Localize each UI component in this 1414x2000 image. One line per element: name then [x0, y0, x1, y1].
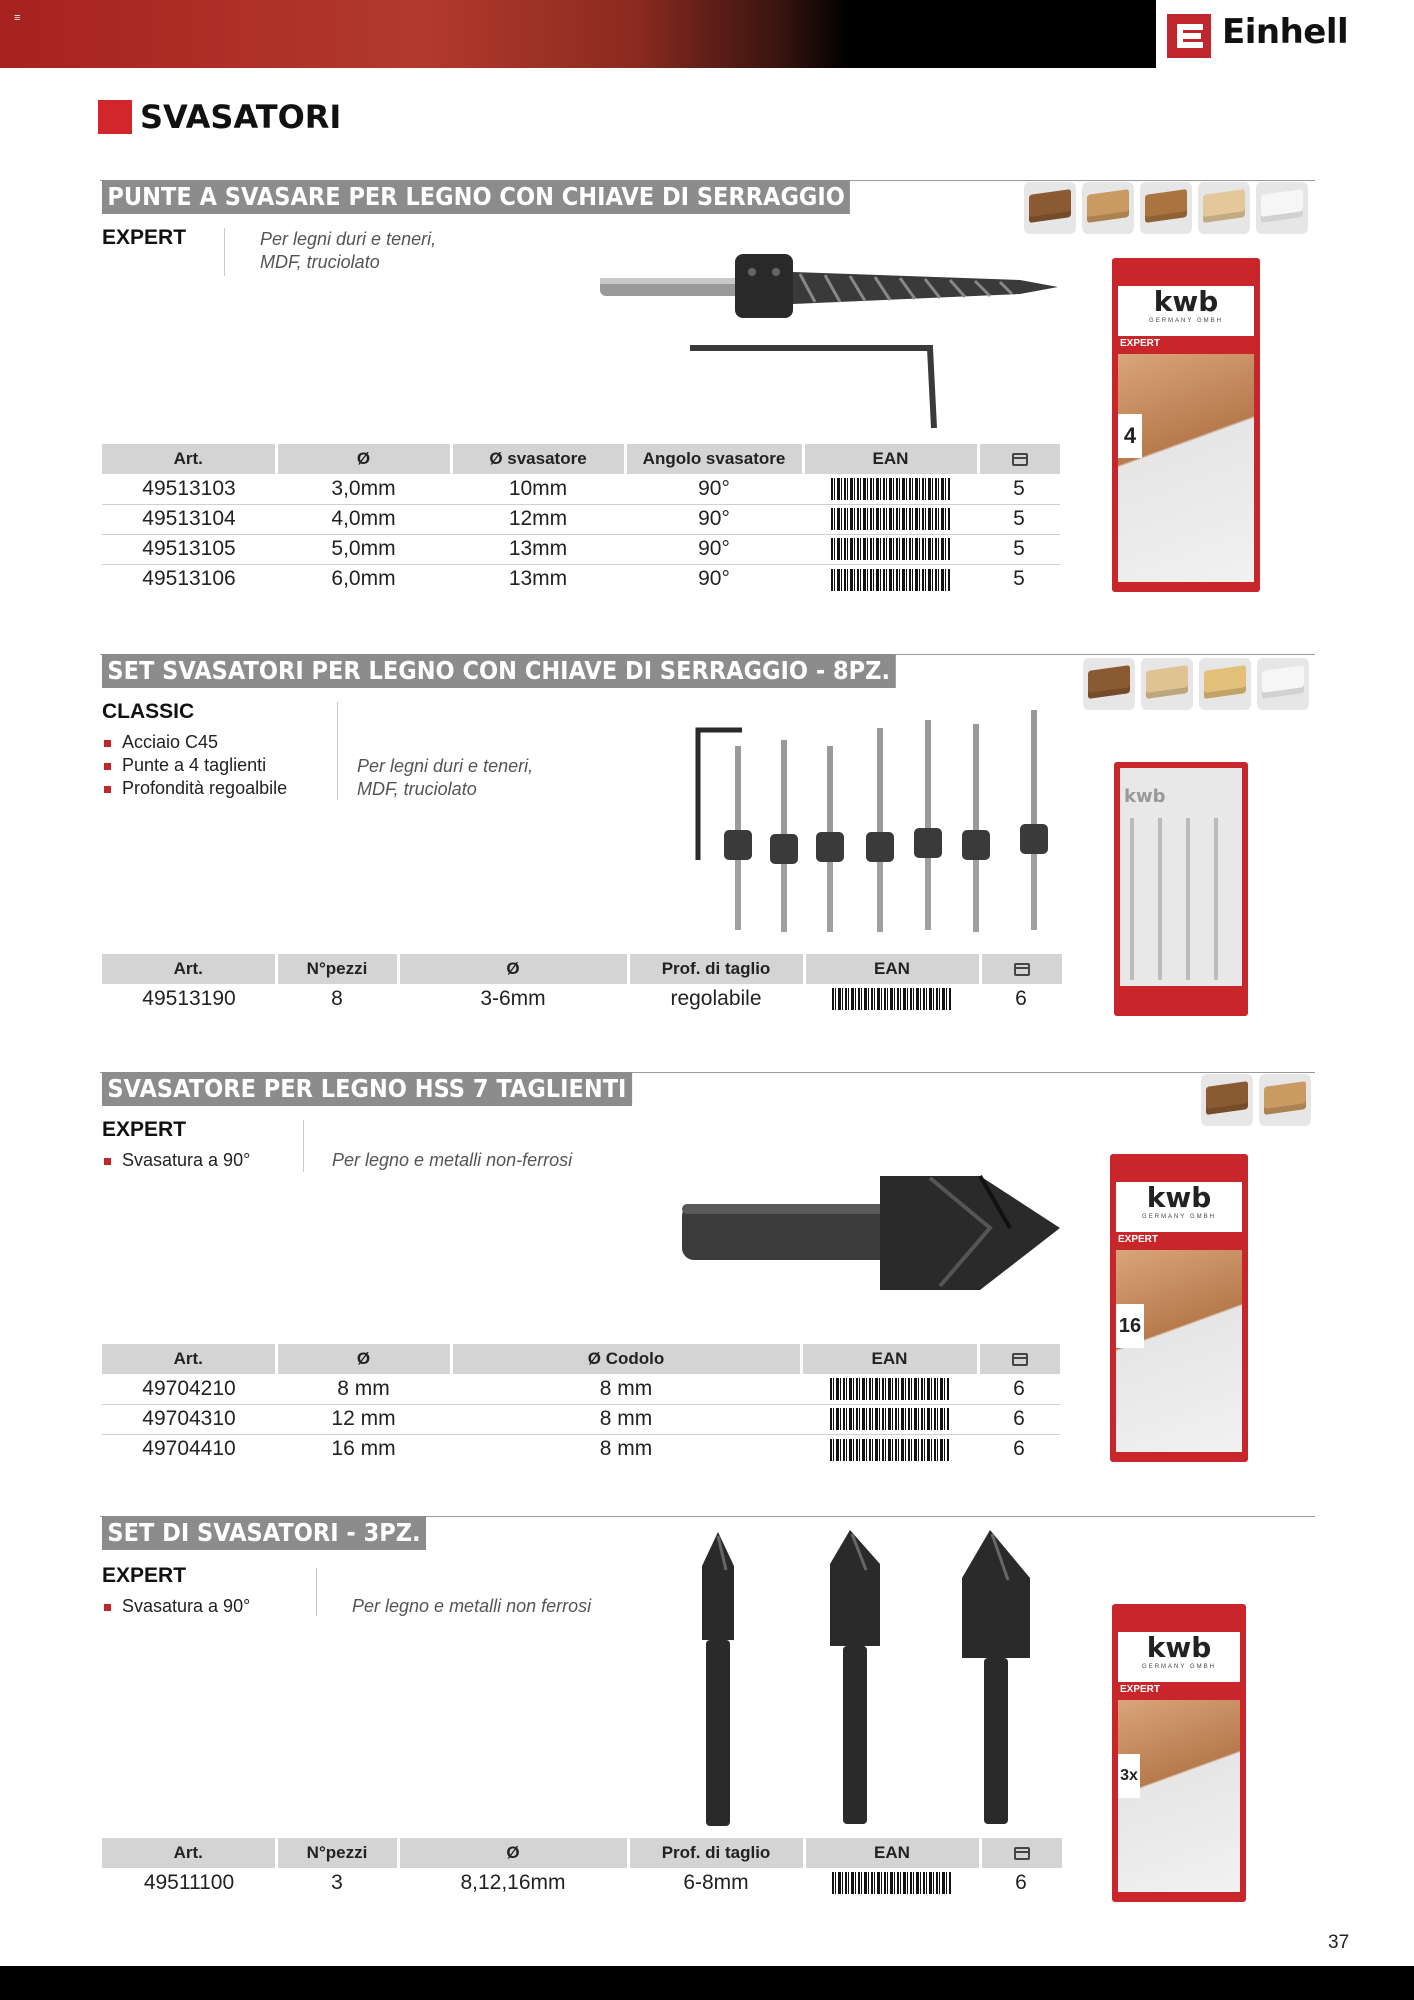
column-header: Art.	[102, 444, 276, 474]
package-quantity-icon	[1014, 1847, 1030, 1860]
barcode-icon	[830, 1408, 950, 1430]
product-package-image	[1114, 762, 1248, 1016]
wood-swatch-icon	[1201, 1074, 1253, 1126]
article-number: 49704210	[102, 1374, 276, 1404]
description-line: Per legni duri e teneri,	[357, 756, 534, 776]
package-size: 16	[1116, 1304, 1144, 1348]
product-package-image	[1112, 258, 1260, 592]
ean-cell	[801, 1374, 978, 1404]
column-header: EAN	[804, 1838, 980, 1868]
product-description	[357, 755, 533, 801]
package-subtitle: GERMANY GMBH	[1142, 1664, 1216, 1670]
pack-quantity: 5	[978, 534, 1060, 564]
feature-list	[102, 1595, 250, 1618]
package-header	[1116, 1182, 1242, 1232]
einhell-logo-icon	[1167, 14, 1211, 58]
package-subtitle: GERMANY GMBH	[1149, 318, 1223, 324]
column-header: Ø svasatore	[451, 444, 625, 474]
barcode-icon	[832, 1872, 952, 1894]
column-header: Angolo svasatore	[625, 444, 803, 474]
ean-cell	[801, 1434, 978, 1464]
wood-swatch-icon	[1257, 658, 1309, 710]
package-photo	[1130, 818, 1232, 980]
separator	[337, 702, 338, 800]
package-logo: kwb	[1146, 1631, 1212, 1664]
cell: 3-6mm	[480, 987, 546, 1010]
package-badge: EXPERT	[1118, 1234, 1159, 1245]
pack-quantity: 6	[978, 1374, 1060, 1404]
article-number: 49513106	[142, 567, 236, 591]
cell: 16 mm	[331, 1437, 396, 1461]
article-number: 49511100	[143, 1871, 235, 1894]
package-header	[1118, 1632, 1240, 1682]
table-row	[102, 504, 1060, 534]
barcode-icon	[831, 478, 951, 500]
article-number: 49513105	[102, 534, 276, 564]
countersink-set-3pcs-image	[690, 1530, 1060, 1830]
page-title: SVASATORI	[140, 98, 342, 136]
pack-quantity: 6	[978, 1404, 1060, 1434]
pack-quantity: 6	[1015, 1871, 1027, 1894]
column-header: Prof. di taglio	[628, 954, 804, 984]
title-marker	[98, 100, 132, 134]
package-logo: kwb	[1153, 285, 1219, 318]
cell: 90°	[625, 534, 803, 564]
package-quantity-icon	[1012, 453, 1028, 466]
column-header: EAN	[801, 1344, 978, 1374]
cell: 6,0mm	[331, 567, 396, 591]
cell: 8 mm	[451, 1404, 801, 1434]
table-row	[102, 984, 1062, 1014]
cell: 8 mm	[599, 1437, 653, 1461]
table-row	[102, 564, 1060, 594]
package-quantity-icon	[1014, 963, 1030, 976]
ean-cell	[803, 534, 978, 564]
pack-quantity: 6	[1015, 987, 1027, 1010]
column-header: Ø	[276, 1344, 451, 1374]
column-header: Art.	[102, 954, 276, 984]
section-title: SET SVASATORI PER LEGNO CON CHIAVE DI SERRAGGIO - 8PZ.	[102, 654, 895, 688]
table-row	[102, 534, 1060, 564]
package-photo	[1116, 1250, 1242, 1452]
product-description	[352, 1595, 591, 1618]
table-row	[102, 1374, 1060, 1404]
description-line: MDF, truciolato	[357, 779, 477, 799]
menu-icon[interactable]: ≡	[14, 12, 21, 24]
description-line: MDF, truciolato	[260, 252, 380, 272]
wood-swatch-icon	[1024, 182, 1076, 234]
feature-item: Svasatura a 90°	[102, 1595, 250, 1618]
wood-swatch-icon	[1083, 658, 1135, 710]
cell: 10mm	[451, 474, 625, 504]
cell: 3	[331, 1871, 343, 1894]
ean-cell	[804, 984, 980, 1014]
product-table	[102, 1838, 1062, 1898]
product-table	[102, 444, 1060, 594]
package-size: 4	[1118, 414, 1142, 458]
cell: 12 mm	[276, 1404, 451, 1434]
feature-item: Profondità regoalbile	[102, 777, 287, 800]
cell: 3,0mm	[276, 474, 451, 504]
pack-quantity: 5	[978, 474, 1060, 504]
wood-swatch-icon	[1140, 182, 1192, 234]
separator	[303, 1120, 304, 1172]
product-table	[102, 954, 1062, 1014]
column-header: Prof. di taglio	[628, 1838, 804, 1868]
package-subtitle: GERMANY GMBH	[1142, 1214, 1216, 1220]
product-level: EXPERT	[102, 1564, 187, 1587]
countersink-drill-image	[600, 232, 1070, 432]
cell: 90°	[625, 504, 803, 534]
countersink-image	[680, 1170, 1070, 1300]
cell: 8,12,16mm	[460, 1871, 566, 1894]
separator	[224, 228, 225, 276]
article-number: 49704310	[102, 1404, 276, 1434]
feature-list	[102, 731, 287, 800]
table-row	[102, 1404, 1060, 1434]
package-header	[1118, 286, 1254, 336]
cell: 13mm	[451, 534, 625, 564]
column-header	[980, 954, 1062, 984]
barcode-icon	[830, 1439, 950, 1461]
ean-cell	[801, 1404, 978, 1434]
column-header: Ø Codolo	[451, 1344, 801, 1374]
package-footer	[1120, 986, 1242, 1010]
feature-item: Svasatura a 90°	[102, 1149, 250, 1172]
column-header: Ø	[398, 1838, 628, 1868]
package-quantity-icon	[1012, 1353, 1028, 1366]
product-level: EXPERT	[102, 226, 187, 249]
barcode-icon	[831, 538, 951, 560]
column-header	[978, 1344, 1060, 1374]
cell: 90°	[698, 567, 730, 591]
page-number: 37	[1328, 1932, 1350, 1953]
column-header: EAN	[803, 444, 978, 474]
wood-swatches	[1083, 658, 1309, 710]
wood-swatch-icon	[1198, 182, 1250, 234]
section-title: SVASATORE PER LEGNO HSS 7 TAGLIENTI	[102, 1072, 632, 1106]
ean-cell	[803, 564, 978, 594]
package-badge: EXPERT	[1120, 338, 1161, 349]
feature-item: Acciaio C45	[102, 731, 287, 754]
wood-swatch-icon	[1141, 658, 1193, 710]
brand-name: Einhell	[1222, 12, 1349, 52]
column-header: N°pezzi	[276, 1838, 398, 1868]
cell: 4,0mm	[276, 504, 451, 534]
wood-swatches	[1201, 1074, 1311, 1126]
cell: 8 mm	[276, 1374, 451, 1404]
section-title: PUNTE A SVASARE PER LEGNO CON CHIAVE DI SERRAGGIO	[102, 180, 850, 214]
countersink-set-image	[690, 710, 1060, 936]
wood-swatch-icon	[1082, 182, 1134, 234]
separator	[316, 1568, 317, 1616]
column-header	[978, 444, 1060, 474]
table-row	[102, 474, 1060, 504]
product-level: EXPERT	[102, 1118, 187, 1141]
package-size: 3x	[1118, 1754, 1140, 1798]
table-row	[102, 1434, 1060, 1464]
description-line: Per legno e metalli non ferrosi	[352, 1596, 592, 1616]
column-header: Ø	[398, 954, 628, 984]
pack-quantity: 5	[978, 504, 1060, 534]
article-number: 49513103	[102, 474, 276, 504]
wood-swatch-icon	[1199, 658, 1251, 710]
ean-cell	[803, 474, 978, 504]
cell: 8 mm	[451, 1374, 801, 1404]
table-row	[102, 1868, 1062, 1898]
product-table	[102, 1344, 1060, 1464]
cell: 5,0mm	[276, 534, 451, 564]
cell: 12mm	[451, 504, 625, 534]
article-number: 49704410	[142, 1437, 236, 1461]
column-header	[980, 1838, 1062, 1868]
product-description	[260, 228, 436, 274]
description-line: Per legni duri e teneri,	[260, 229, 437, 249]
cell: 8	[331, 987, 343, 1010]
wood-swatch-icon	[1256, 182, 1308, 234]
wood-swatches	[1024, 182, 1308, 234]
wood-swatch-icon	[1259, 1074, 1311, 1126]
description-line: Per legno e metalli non-ferrosi	[332, 1150, 573, 1170]
pack-quantity: 6	[1013, 1437, 1025, 1461]
barcode-icon	[831, 508, 951, 530]
feature-list	[102, 1149, 250, 1172]
barcode-icon	[831, 569, 951, 591]
article-number: 49513104	[102, 504, 276, 534]
article-number: 49513190	[142, 987, 236, 1010]
column-header: Art.	[102, 1838, 276, 1868]
feature-item: Punte a 4 taglienti	[102, 754, 287, 777]
barcode-icon	[830, 1378, 950, 1400]
product-description	[332, 1149, 572, 1172]
column-header: Art.	[102, 1344, 276, 1374]
ean-cell	[803, 504, 978, 534]
pack-quantity: 5	[1013, 567, 1025, 591]
product-package-image	[1112, 1604, 1246, 1902]
package-badge: EXPERT	[1120, 1684, 1161, 1695]
section-title: SET DI SVASATORI - 3PZ.	[102, 1516, 426, 1550]
package-photo	[1118, 354, 1254, 582]
cell: 6-8mm	[683, 1871, 749, 1894]
column-header: EAN	[804, 954, 980, 984]
cell: 13mm	[508, 567, 568, 591]
package-logo: kwb	[1124, 786, 1166, 807]
barcode-icon	[832, 988, 952, 1010]
column-header: N°pezzi	[276, 954, 398, 984]
product-package-image	[1110, 1154, 1248, 1462]
cell: 90°	[625, 474, 803, 504]
package-logo: kwb	[1146, 1181, 1212, 1214]
column-header: Ø	[276, 444, 451, 474]
cell: regolabile	[670, 987, 762, 1010]
footer-bar	[0, 1966, 1414, 2000]
product-level: CLASSIC	[102, 700, 195, 723]
ean-cell	[804, 1868, 980, 1898]
